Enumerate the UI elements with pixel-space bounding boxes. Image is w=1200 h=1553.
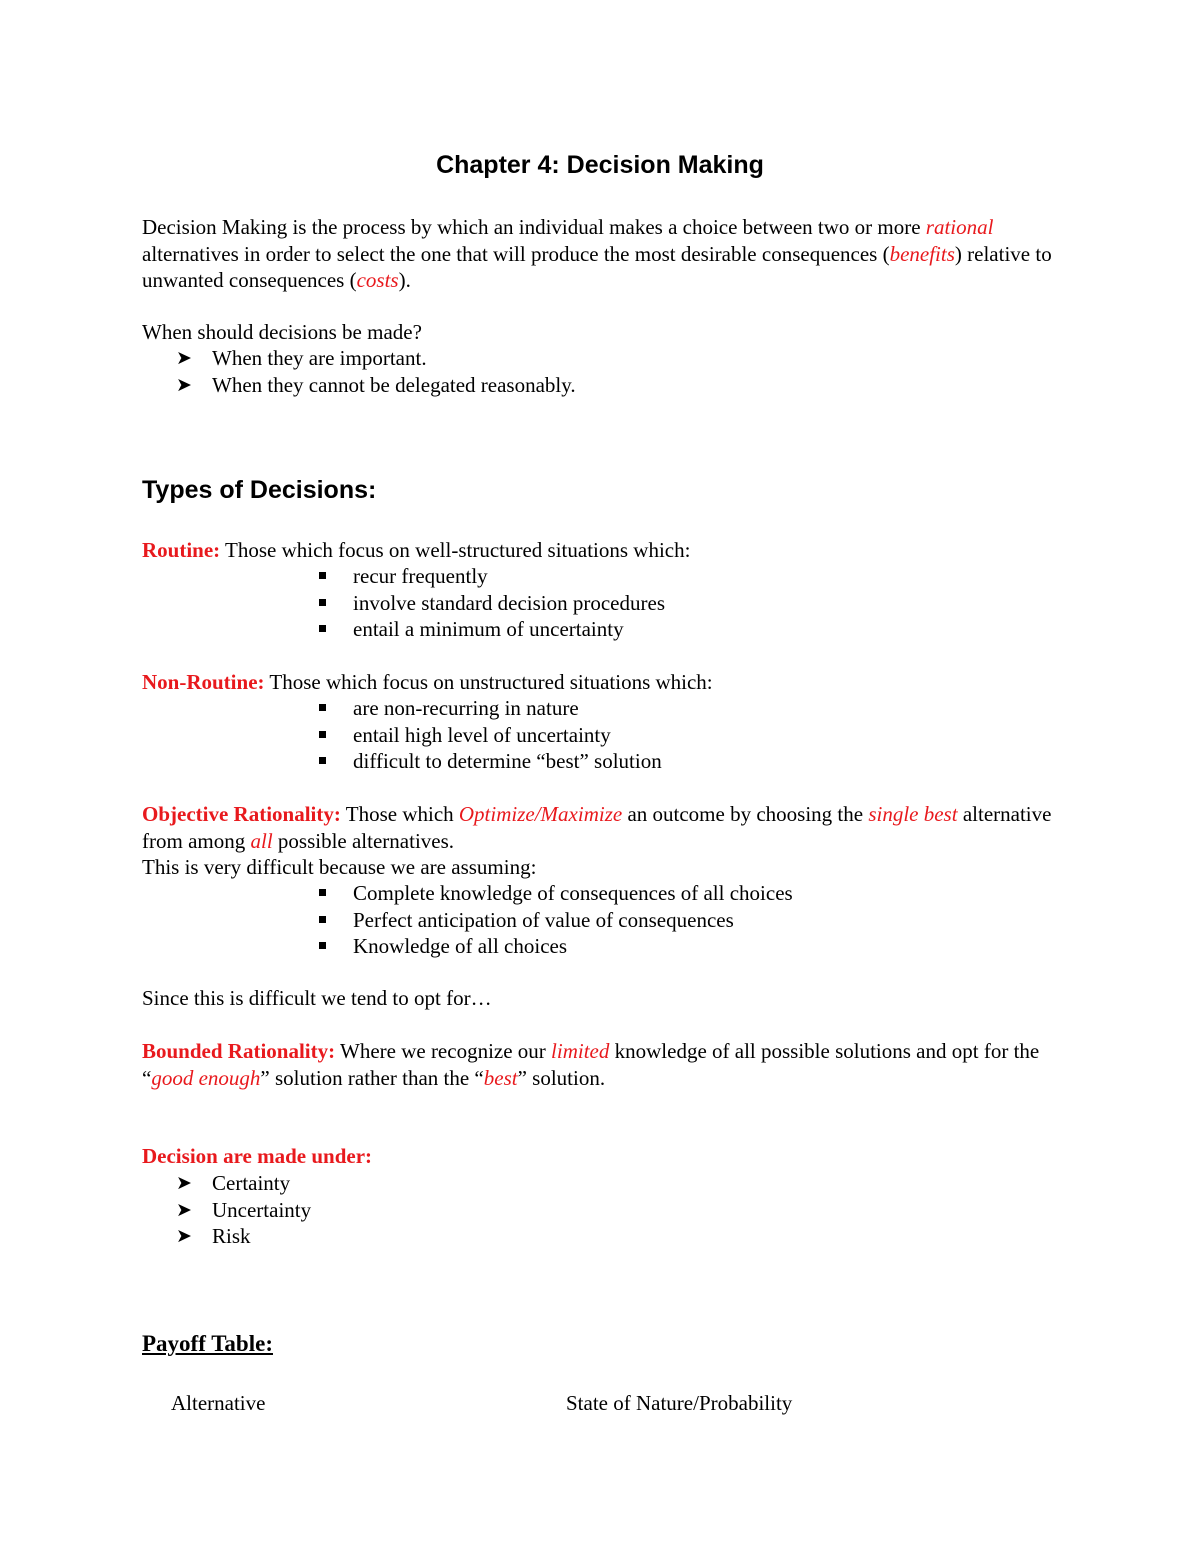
list-item: entail high level of uncertainty: [317, 722, 662, 749]
rational-term: rational: [925, 215, 994, 239]
payoff-col-alternative: Alternative: [171, 1391, 266, 1415]
objective-label: Objective Rationality:: [142, 802, 341, 826]
made-under-list: [176, 1170, 311, 1250]
routine-label: Routine:: [142, 538, 221, 562]
list-item: Perfect anticipation of value of consequences: [317, 907, 793, 934]
benefits-term: benefits: [889, 241, 955, 266]
best-term: best: [483, 1065, 518, 1090]
list-item: ➤ Certainty: [176, 1171, 291, 1195]
good-enough-term: good enough: [151, 1065, 261, 1090]
costs-term: costs: [356, 268, 399, 292]
intro-paragraph: [142, 214, 1062, 294]
since-text: Since this is difficult we tend to opt for…: [142, 986, 492, 1010]
square-bullet-icon: [319, 572, 326, 579]
list-item: are non-recurring in nature: [317, 695, 662, 722]
nonroutine-paragraph: [142, 669, 713, 696]
nonroutine-list: [317, 695, 662, 775]
square-bullet-icon: [319, 916, 326, 923]
square-bullet-icon: [319, 599, 326, 606]
list-item: difficult to determine “best” solution: [317, 748, 662, 775]
intro-text-1: Decision Making is the process by which an individual makes a choice between two or more: [142, 215, 926, 239]
routine-text: Those which focus on well-structured situations which:: [220, 538, 691, 562]
page-title: Chapter 4: Decision Making: [436, 151, 764, 179]
payoff-heading: Payoff Table:: [142, 1331, 273, 1356]
routine-list: [317, 563, 665, 643]
nonroutine-text: Those which focus on unstructured situations which:: [264, 670, 713, 694]
list-item: recur frequently: [317, 563, 665, 590]
payoff-col-state-of-nature: State of Nature/Probability: [566, 1391, 793, 1415]
when-list: [176, 345, 576, 398]
made-under-label: Decision are made under:: [142, 1144, 373, 1168]
list-item: Complete knowledge of consequences of all choices: [317, 880, 793, 907]
arrow-bullet-icon: ➤: [176, 373, 192, 396]
square-bullet-icon: [319, 704, 326, 711]
intro-text-2: alternatives in order to select the one that will produce the most desirable consequences (: [142, 241, 890, 266]
list-item: entail a minimum of uncertainty: [317, 616, 665, 643]
limited-term: limited: [551, 1039, 610, 1063]
arrow-bullet-icon: ➤: [176, 1225, 192, 1247]
nonroutine-label: Non-Routine:: [142, 670, 265, 694]
list-item: Knowledge of all choices: [317, 933, 793, 960]
square-bullet-icon: [319, 889, 326, 896]
list-item: involve standard decision procedures: [317, 590, 665, 617]
bounded-label: Bounded Rationality:: [142, 1039, 336, 1063]
list-item: ➤ Risk: [176, 1224, 251, 1248]
single-best-term: single best: [868, 802, 958, 826]
objective-list: [317, 880, 793, 960]
when-question: When should decisions be made?: [142, 320, 422, 344]
arrow-bullet-icon: ➤: [176, 1172, 192, 1194]
bounded-paragraph: Bounded Rationality: Where we recognize our limited knowledge of all possible solutions and opt for the “good enough” solution rather than the “best” solution.: [142, 1039, 1040, 1090]
types-heading: Types of Decisions:: [142, 476, 377, 504]
objective-paragraph: Objective Rationality: Those which Optimize/Maximize an outcome by choosing the single best alternative from among all possible alternatives.: [142, 802, 1052, 853]
square-bullet-icon: [319, 757, 326, 764]
intro-text-4: ).: [398, 268, 411, 292]
list-item: ➤ Uncertainty: [176, 1197, 312, 1222]
arrow-bullet-icon: ➤: [176, 347, 192, 369]
square-bullet-icon: [319, 625, 326, 632]
square-bullet-icon: [319, 942, 326, 949]
arrow-bullet-icon: ➤: [176, 1198, 192, 1221]
optimize-term: Optimize/Maximize: [458, 802, 623, 826]
square-bullet-icon: [319, 731, 326, 738]
routine-paragraph: [142, 537, 690, 564]
all-term: all: [250, 828, 273, 853]
objective-line-2: This is very difficult because we are assuming:: [142, 855, 537, 879]
list-item: ➤ When they are important.: [176, 346, 427, 370]
list-item: ➤ When they cannot be delegated reasonably.: [176, 372, 576, 397]
intro-text-3: ) relative to unwanted consequences (: [142, 241, 1052, 292]
